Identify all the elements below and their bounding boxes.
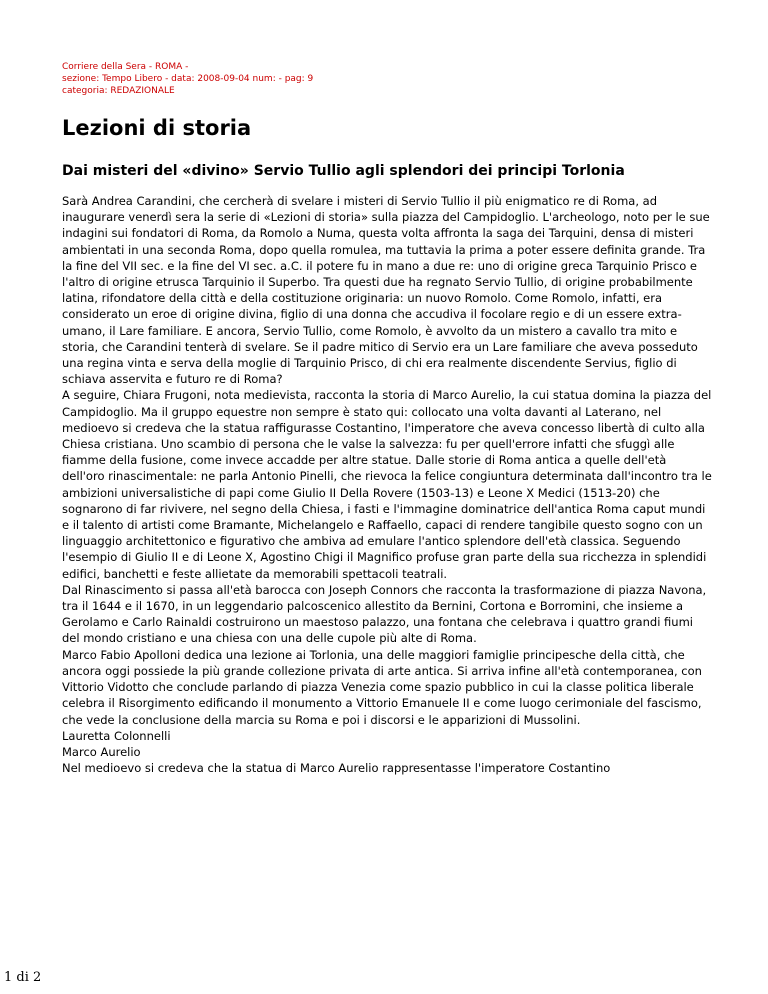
caption-heading: Marco Aurelio (62, 744, 141, 759)
article-title: Lezioni di storia (62, 116, 252, 140)
article-body (62, 193, 712, 776)
article-subtitle: Dai misteri del «divino» Servio Tullio agli splendori dei principi Torlonia (62, 163, 625, 179)
body-paragraph: A seguire, Chiara Frugoni, nota medievista, racconta la storia di Marco Aurelio, la cui statua domina la piazza del Campidoglio. Ma il gruppo equestre non sempre è stato qui: collocato una volta davanti al Laterano, nel medioevo si credeva che la statua raffigurasse Costantino, l'imperatore che aveva concesso libertà di culto alla Chiesa cristiana. Uno scambio di persona che le valse la salvezza: fu per quell'errore infatti che sfuggì alle fiamme della fusione, come invece accadde per altre statue. Dalle storie di Roma antica a quelle dell'età dell'oro rinascimentale: ne parla Antonio Pinelli, che rievoca la felice congiuntura determinata dall'incontro tra le ambizioni universalistiche di papi come Giulio II Della Rovere (1503-13) e Leone X Medici (1513-20) che sognarono di far rivivere, nel segno della Chiesa, i fasti e l'immagine dominatrice dell'antica Roma caput mundi e il talento di artisti come Bramante, Michelangelo e Raffaello, capaci di rendere tangibile questo sogno con un linguaggio architettonico e figurativo che ambiva ad emulare l'antico splendore dell'età classica. Seguendo l'esempio di Giulio II e di Leone X, Agostino Chigi il Magnifico profuse gran parte della sua ricchezza in splendidi edifici, banchetti e feste allietate da memorabili spettacoli teatrali. (62, 388, 712, 581)
author-line: Lauretta Colonnelli (62, 728, 171, 743)
category-line: categoria: REDAZIONALE (62, 86, 175, 96)
section-line: sezione: Tempo Libero - data: 2008-09-04 num: - pag: 9 (62, 74, 314, 84)
body-paragraph: Sarà Andrea Carandini, che cercherà di svelare i misteri di Servio Tullio il più enigmatico re di Roma, ad inaugurare venerdì sera la serie di «Lezioni di storia» sulla piazza del Campidoglio. L'archeologo, noto per le sue indagini sui fondatori di Roma, da Romolo a Numa, questa volta affronta la saga dei Tarquini, densa di misteri ambientati in una seconda Roma, dopo quella romulea, ma tuttavia la prima a poter essere definita grande. Tra la fine del VII sec. e la fine del VI sec. a.C. il potere fu in mano a due re: uno di origine greca Tarquinio Prisco e l'altro di origine etrusca Tarquinio il Superbo. Tra questi due ha regnato Servio Tullio, di origine probabilmente latina, rifondatore della città e della costituzione originaria: un nuovo Romolo. Come Romolo, infatti, era considerato un eroe di origine divina, figlio di una donna che accudiva il focolare regio e di un essere extra-umano, il Lare familiare. E ancora, Servio Tullio, come Romolo, è avvolto da un mistero a cavallo tra mito e storia, che Carandini tenterà di svelare. Se il padre mitico di Servio era un Lare familiare che aveva posseduto una regina vinta e serva della moglie di Tarquinio Prisco, di chi era realmente discendente Servius, figlio di schiava asservita e futuro re di Roma? (62, 194, 710, 387)
body-paragraph: Marco Fabio Apolloni dedica una lezione ai Torlonia, una delle maggiori famiglie principesche della città, che ancora oggi possiede la più grande collezione privata di arte antica. Si arriva infine all'età contemporanea, con Vittorio Vidotto che conclude parlando di piazza Venezia come spazio pubblico in cui la classe politica liberale celebra il Risorgimento edificando il monumento a Vittorio Emanuele II e come luogo cerimoniale del fascismo, che vede la conclusione della marcia su Roma e poi i discorsi e le apparizioni di Mussolini. (62, 647, 702, 727)
body-paragraph: Dal Rinascimento si passa all'età barocca con Joseph Connors che racconta la trasformazione di piazza Navona, tra il 1644 e il 1670, in un leggendario palcoscenico allestito da Bernini, Cortona e Borromini, che insieme a Gerolamo e Carlo Rainaldi costruirono un maestoso palazzo, una fontana che celebrava i quattro grandi fiumi del mondo cristiano e una chiesa con una delle cupole più alte di Roma. (62, 582, 707, 646)
caption-text: Nel medioevo si credeva che la statua di Marco Aurelio rappresentasse l'imperatore Costantino (62, 761, 611, 776)
page-indicator: 1 di 2 (4, 970, 42, 985)
article-metadata (62, 61, 313, 97)
source-line: Corriere della Sera - ROMA - (62, 62, 189, 72)
